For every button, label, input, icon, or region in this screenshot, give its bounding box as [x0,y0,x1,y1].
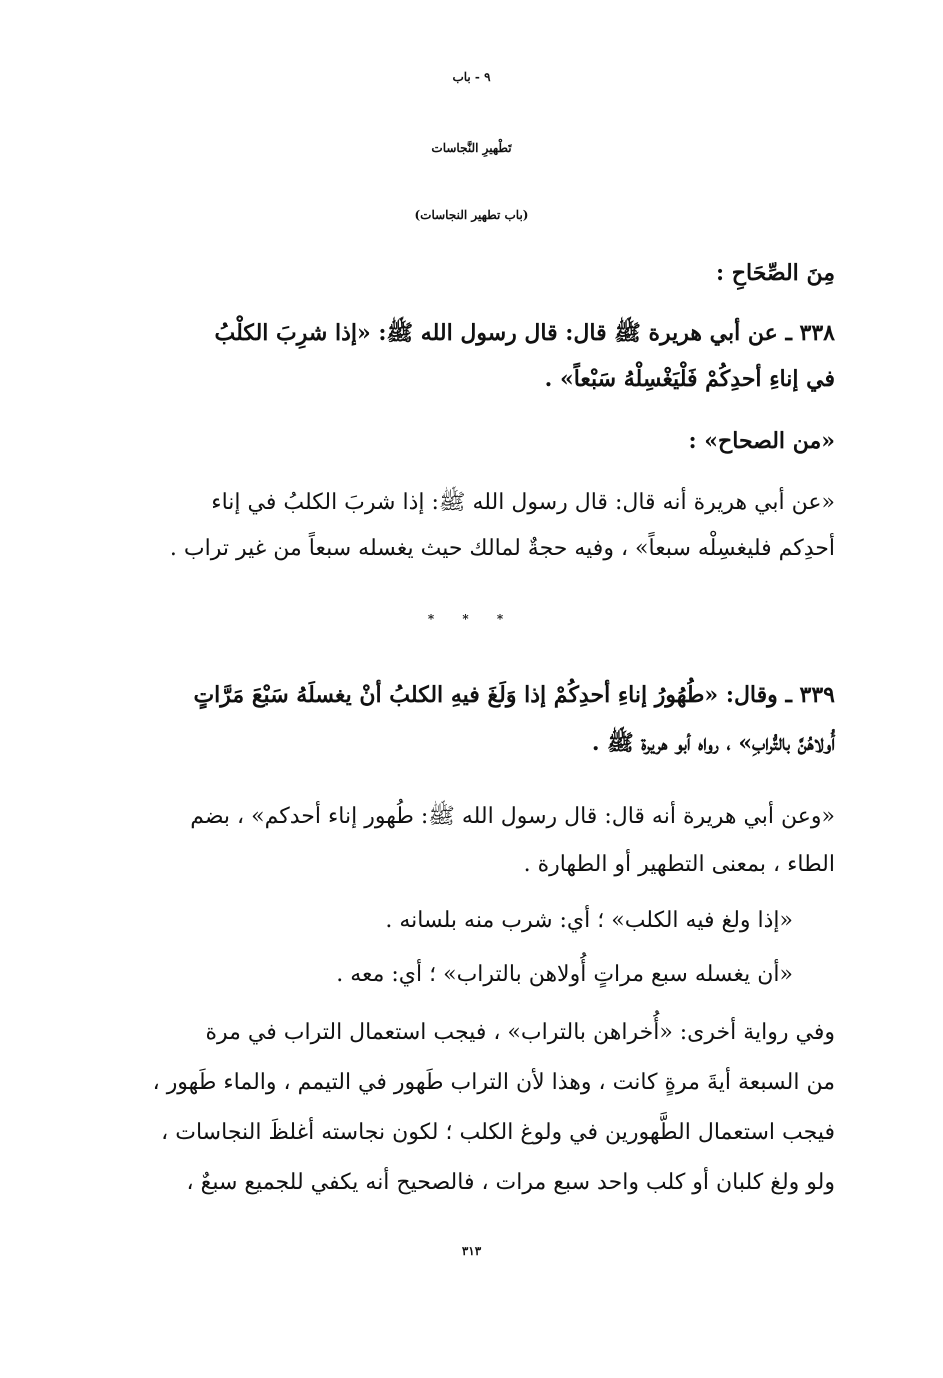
hadith-338-line: ٣٣٨ ـ عن أبي هريرة ﷺ قال: قال رسول الله ﷺ: «إذا شرِبَ الكلْبُ [214,320,835,346]
section-heading: مِنَ الصِّحَاحِ : [716,260,835,286]
chapter-title: تَطْهيرِ النَّجاسات [431,141,512,155]
hadith-339-line: ٣٣٩ ـ وقال: «طُهُورُ إناءِ أحدِكُمْ إذا وَلَغَ فيهِ الكلبُ أنْ يغسلَهُ سَبْعَ مَرَّاتٍ [193,682,835,708]
commentary-line: «إذا ولغ فيه الكلب» ؛ أي: شرب منه بلسانه . [385,908,793,933]
hadith-338-line: في إناءِ أحدِكُمْ فَلْيَغْسِلْهُ سَبْعاً» . [544,366,835,392]
commentary-line: «عن أبي هريرة أنه قال: قال رسول الله ﷺ: إذا شربَ الكلبُ في إناء [211,490,835,515]
commentary-line: وفي رواية أخرى: «أُخراهن بالتراب» ، فيجب استعمال التراب في مرة [205,1020,835,1045]
commentary-line: فيجب استعمال الطَّهورين في ولوغ الكلب ؛ لكون نجاسته أغلظَ النجاسات ، [161,1120,835,1145]
chapter-subtitle: (باب تطهير النجاسات) [414,208,529,222]
commentary-heading: «من الصحاح» : [688,428,835,454]
page-number: ٣١٣ [461,1244,482,1258]
commentary-line: الطاء ، بمعنى التطهير أو الطهارة . [523,852,835,877]
commentary-line: ولو ولغ كلبان أو كلب واحد سبع مرات ، فالصحيح أنه يكفي للجميع سبعٌ ، [186,1170,835,1195]
section-separator: * * * [427,612,516,626]
commentary-line: «وعن أبي هريرة أنه قال: قال رسول الله ﷺ: طُهور إناء أحدكم» ، بضم [190,804,835,829]
commentary-line: «أن يغسله سبع مراتٍ أُولاهن بالتراب» ؛ أي: معه . [336,962,793,987]
commentary-line: أحدِكم فليغسِلْه سبعاً» ، وفيه حجةٌ لمالك حيث يغسله سبعاً من غير تراب . [169,536,835,561]
commentary-line: من السبعة أيةَ مرةٍ كانت ، وهذا لأن التراب طَهور في التيمم ، والماء طَهور ، [152,1070,835,1095]
hadith-339-line: أُولاهُنَّ بالتُّرابِ» ، رواه أبو هريرة ﷺ . [591,730,835,756]
chapter-number-label: ٩ - باب [452,70,491,84]
